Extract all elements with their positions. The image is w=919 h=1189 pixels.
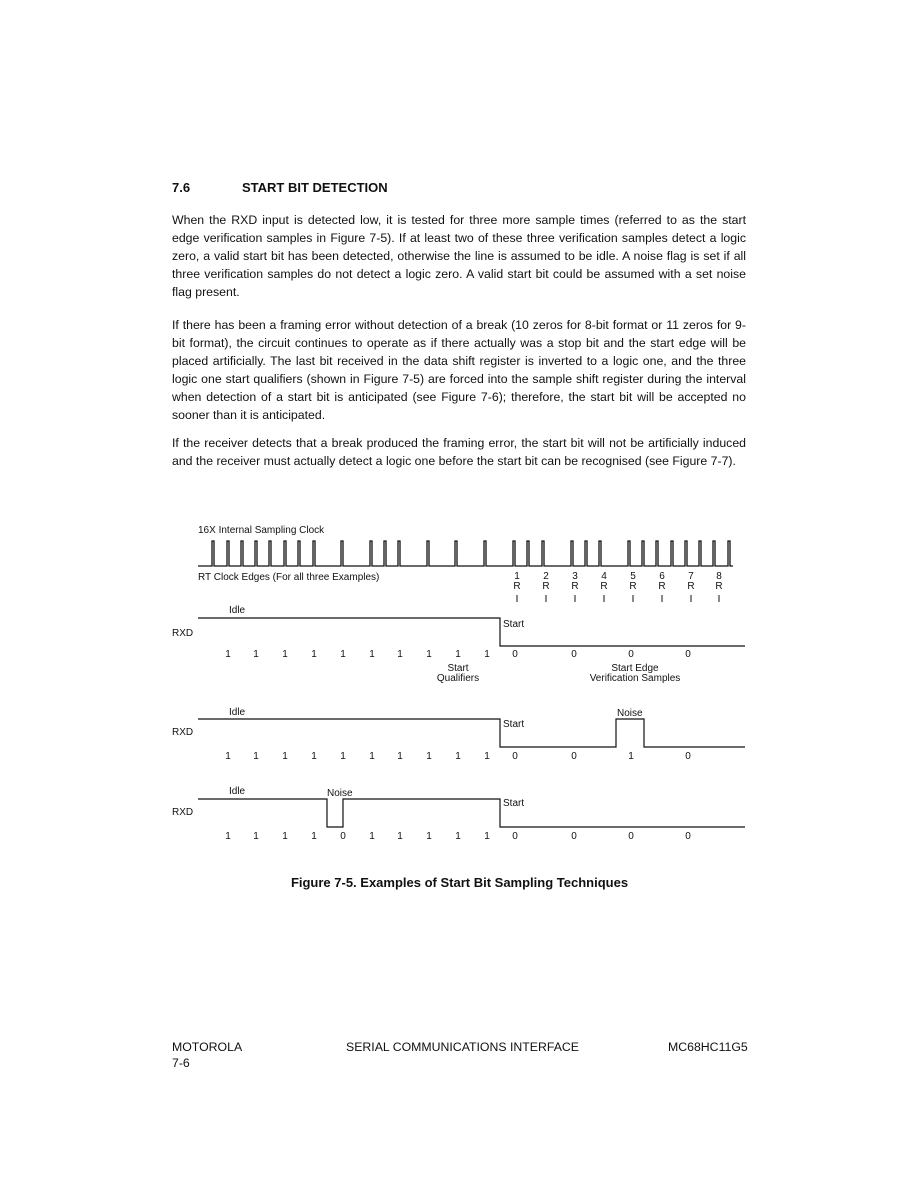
bit-value: 1 [369,831,375,842]
rt-edge-number: 8 [716,571,722,582]
start-qualifiers-line-2: Qualifiers [436,673,480,684]
rt-edge-number: 7 [688,571,694,582]
rt-clock-label: RT Clock Edges (For all three Examples) [198,572,380,583]
footer-chapter-title: SERIAL COMMUNICATIONS INTERFACE [346,1040,579,1054]
footer-part-number: MC68HC11G5 [668,1040,748,1054]
bit-value: 1 [397,831,403,842]
bit-values-row [225,831,691,842]
verification-line-1: Start Edge [611,663,659,674]
rt-edge-letter: R [715,581,723,592]
bit-value: 1 [311,751,317,762]
start-label-1: Start [503,619,525,630]
bit-value: 1 [253,649,259,660]
noise-label-3: Noise [327,788,353,799]
bit-value: 1 [282,649,288,660]
bit-value: 0 [512,751,518,762]
bit-value: 1 [282,831,288,842]
start-qualifiers-line-1: Start [447,663,469,674]
bit-value: 0 [571,649,577,660]
bit-value: 1 [628,751,634,762]
bit-value: 0 [571,751,577,762]
idle-label-2: Idle [229,707,246,718]
bit-value: 0 [571,831,577,842]
rt-edge-number: 5 [630,571,636,582]
footer-company: MOTOROLA [172,1040,243,1054]
rt-edge-number: 2 [543,571,549,582]
paragraph-framing-error: If there has been a framing error without detection of a break (10 zeros for 8-bit format or 11 zeros for 9-bit format), the circuit continues to operate as if there actually was a stop bit and the start edge will be placed artificially. The last bit received in the data shift register is inverted to a logic one, and the three logic one start qualifiers (shown in Figure 7-5) are forced into the sample shift register during the interval when detection of a start bit is anticipated (see Figure 7-6); therefore, the start bit will be accepted no sooner than it is anticipated. [172,318,746,422]
idle-label-1: Idle [229,605,246,616]
verification-line-2: Verification Samples [589,673,681,684]
paragraph-break: If the receiver detects that a break produced the framing error, the start bit will not be artificially induced and the receiver must actually detect a logic one before the start bit can be recognised (see Figure 7-7). [172,436,746,468]
rt-edge-letter: R [600,581,608,592]
bit-value: 0 [512,831,518,842]
bit-value: 1 [484,831,490,842]
bit-value: 1 [484,751,490,762]
bit-value: 0 [685,751,691,762]
noise-label-2: Noise [617,708,643,719]
rxd-label-1: RXD [172,628,194,639]
bit-value: 1 [426,649,432,660]
rt-edge-number: 6 [659,571,665,582]
bit-value: 1 [426,831,432,842]
bit-value: 0 [685,649,691,660]
bit-value: 1 [455,649,461,660]
figure-caption: Figure 7-5. Examples of Start Bit Sampling Techniques [290,875,629,890]
rt-edge-letter: R [658,581,666,592]
bit-value: 1 [253,831,259,842]
rxd-waveform-2 [198,719,745,747]
rt-edge-letter: R [542,581,550,592]
paragraph-start-detection: When the RXD input is detected low, it is tested for three more sample times (referred to as the start edge verification samples in Figure 7-5). If at least two of these three verification samples detect a logic zero, a valid start bit has been detected, otherwise the line is assumed to be idle. A noise flag is set if all three verification samples do not detect a logic zero. A valid start bit could be assumed with a set noise flag present. [172,213,746,299]
footer-page-number: 7-6 [172,1056,190,1070]
bit-values-row [225,751,691,762]
rxd-label-3: RXD [172,807,194,818]
idle-label-3: Idle [229,786,246,797]
bit-value: 1 [455,751,461,762]
bit-value: 1 [455,831,461,842]
bit-value: 0 [628,649,634,660]
bit-value: 1 [253,751,259,762]
footer-left [172,1039,242,1071]
clock-label: 16X Internal Sampling Clock [198,525,325,536]
bit-value: 1 [225,751,231,762]
bit-value: 1 [397,751,403,762]
section-title: START BIT DETECTION [242,180,388,195]
rt-edge-letter: R [687,581,695,592]
rt-edge-number: 4 [601,571,607,582]
bit-values-row [225,649,691,660]
rt-edge-number: 3 [572,571,578,582]
rt-edge-letter: R [513,581,521,592]
rt-clock-edges [513,571,722,602]
rt-edge-number: 1 [514,571,520,582]
bit-value: 1 [311,649,317,660]
bit-value: 1 [225,831,231,842]
bit-value: 0 [685,831,691,842]
bit-value: 1 [225,649,231,660]
bit-value: 0 [512,649,518,660]
rxd-label-2: RXD [172,727,194,738]
bit-value: 1 [426,751,432,762]
bit-value: 1 [311,831,317,842]
bit-value: 1 [340,649,346,660]
sampling-clock-waveform [198,541,733,566]
bit-value: 1 [369,751,375,762]
bit-value: 1 [484,649,490,660]
section-number: 7.6 [172,180,191,195]
start-label-2: Start [503,719,525,730]
rt-edge-letter: R [629,581,637,592]
start-label-3: Start [503,798,525,809]
rt-edge-letter: R [571,581,579,592]
bit-value: 1 [369,649,375,660]
rxd-waveform-3 [198,799,745,827]
bit-value: 1 [340,751,346,762]
bit-value: 1 [282,751,288,762]
bit-value: 0 [628,831,634,842]
rxd-waveform-1 [198,618,745,646]
bit-value: 0 [340,831,346,842]
bit-value: 1 [397,649,403,660]
